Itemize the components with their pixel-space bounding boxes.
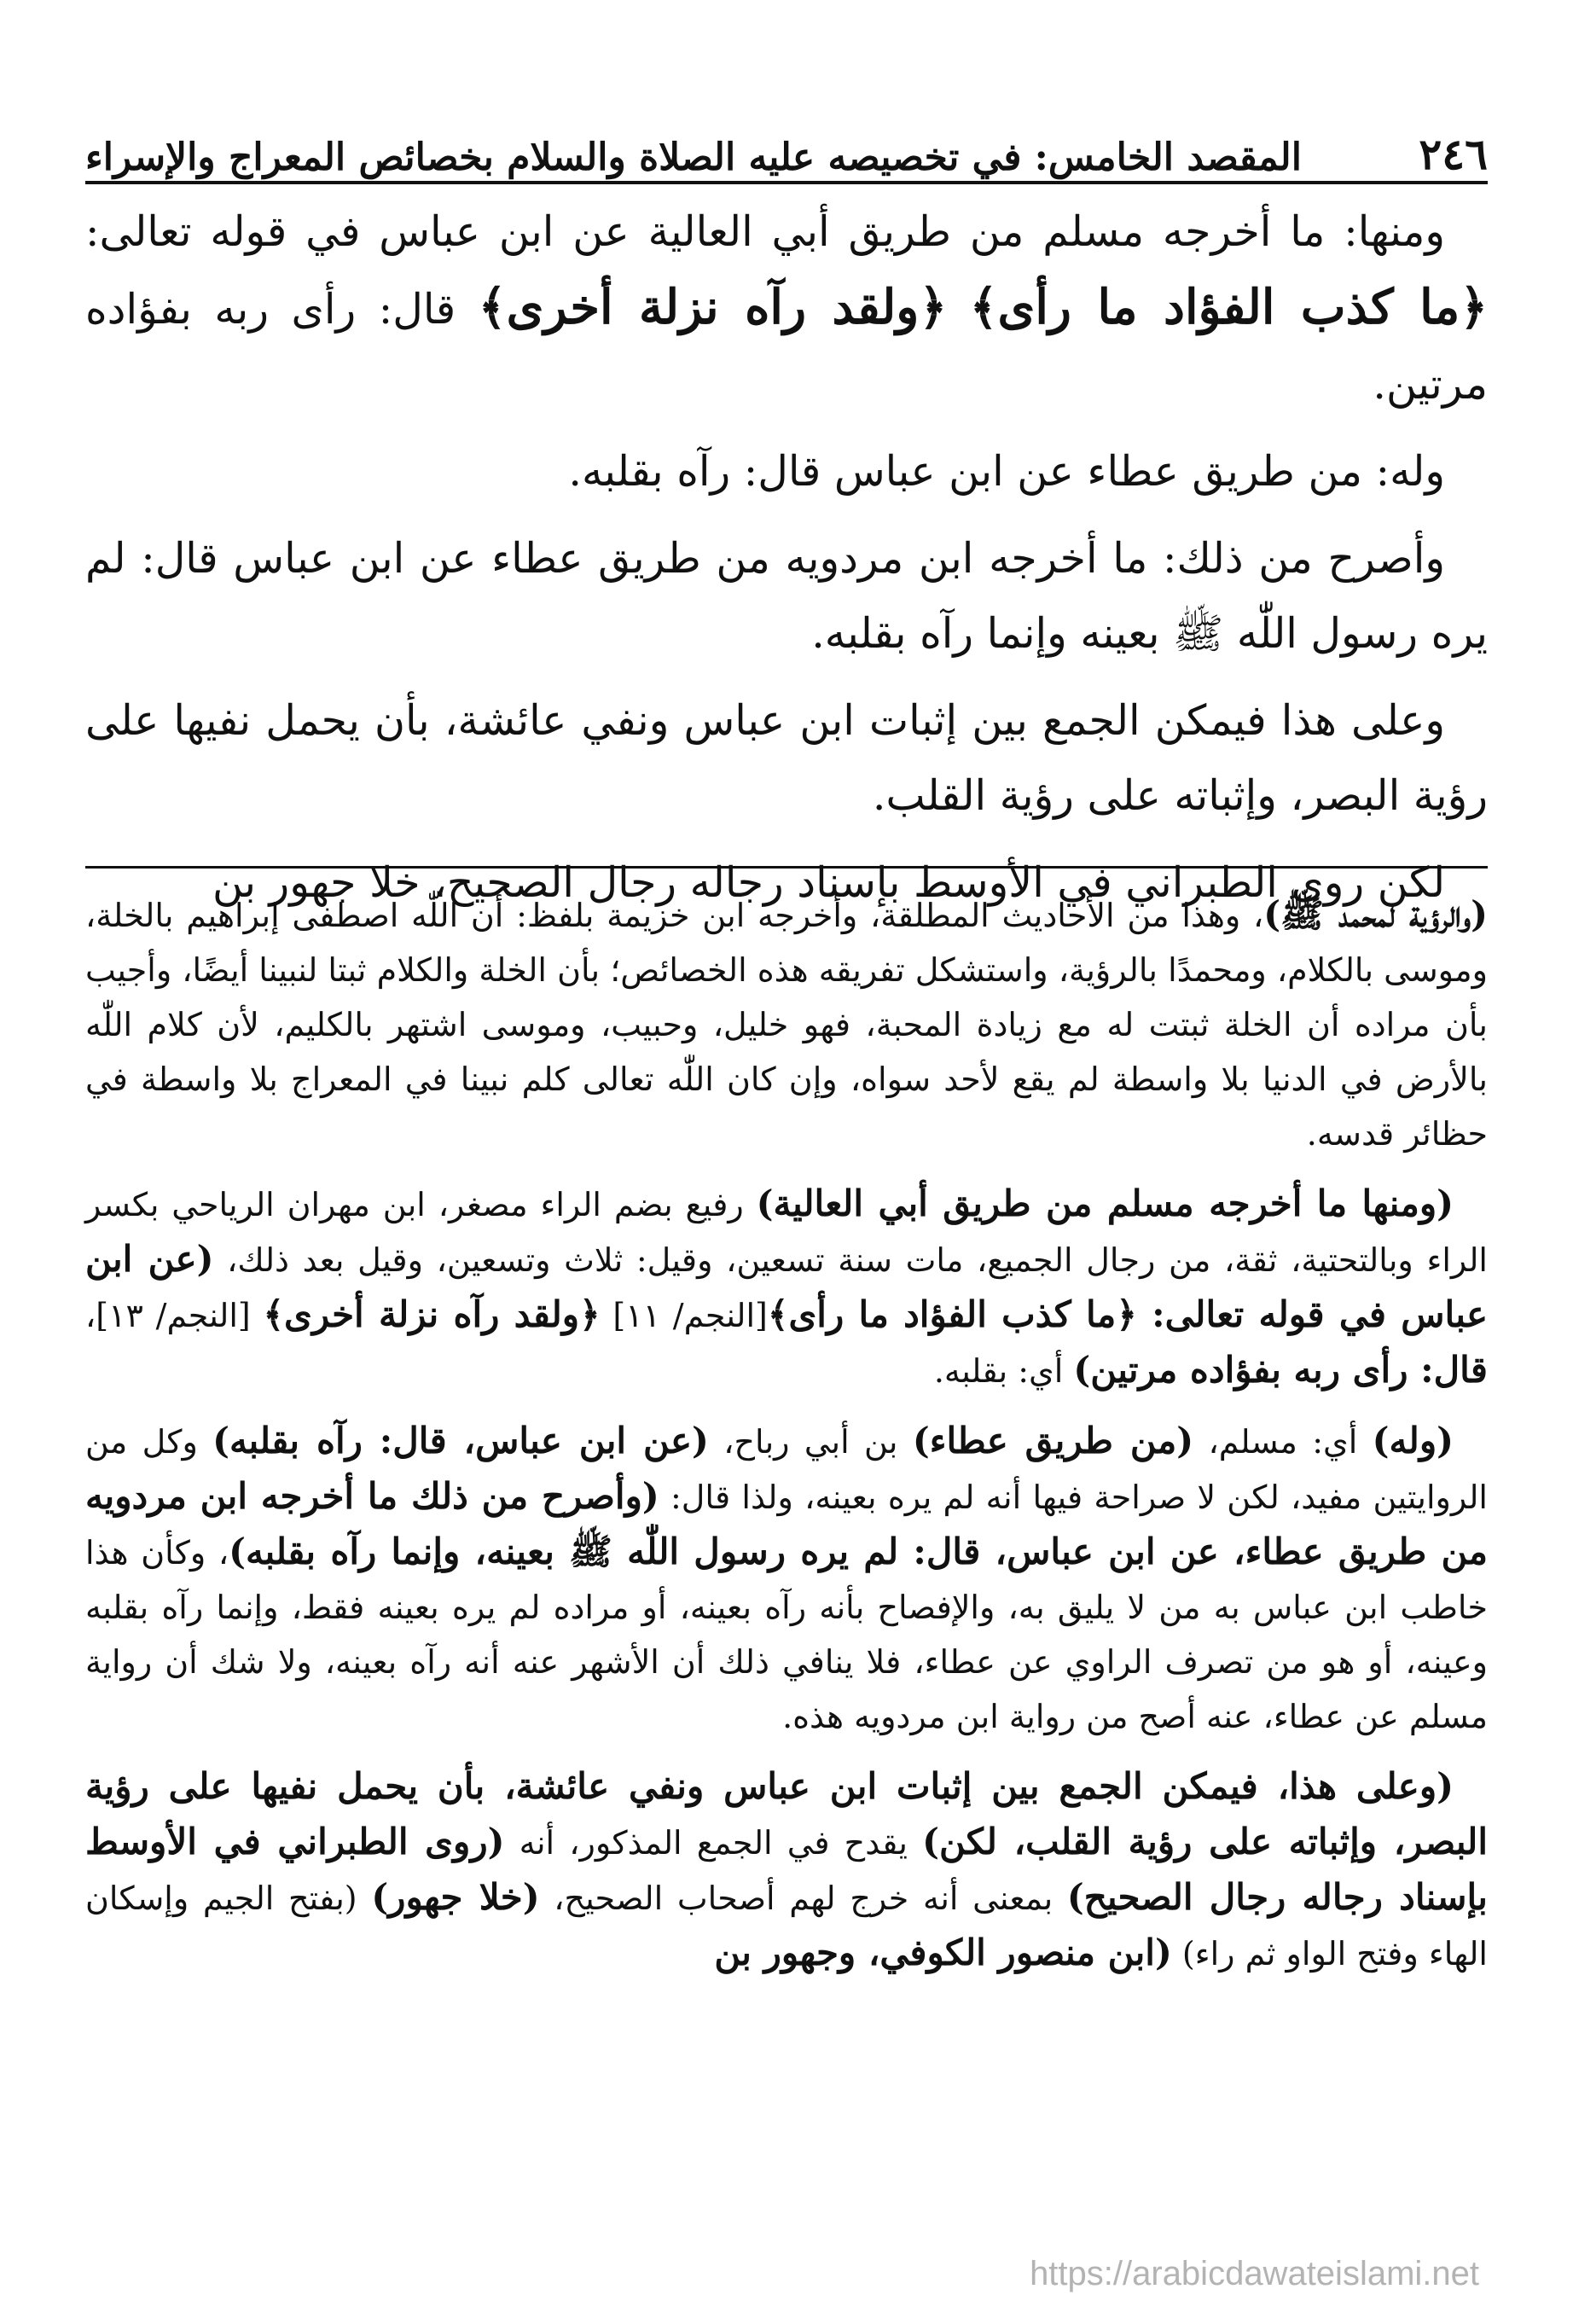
commentary-lemma: (روى الطبراني في الأوسط بإسناد رجاله رجال الصحيح) — [85, 1821, 1488, 1918]
commentary-text: يقدح في الجمع المذكور، أنه — [504, 1824, 923, 1862]
commentary-lemma: ﴿ولقد رآه نزلة أخرى﴾ — [263, 1293, 601, 1335]
main-paragraph-5: لكن روى الطبراني في الأوسط بإسناد رجاله رجال الصحيح، خلا جهور بن — [212, 858, 1445, 907]
commentary-paragraph-2 — [85, 1177, 1488, 1398]
commentary-paragraph-1 — [85, 887, 1488, 1161]
page-number: ٢٤٦ — [1419, 129, 1488, 179]
commentary-paragraph-3 — [85, 1414, 1488, 1744]
commentary-lemma: (عن ابن عباس، قال: رآه بقلبه) — [212, 1420, 709, 1461]
commentary-lemma: (وعلى هذا، فيمكن الجمع بين إثبات ابن عباس ونفي عائشة، بأن يحمل نفيها على رؤية البصر، وإثباته على رؤية القلب، لكن) — [85, 1765, 1488, 1862]
main-text — [85, 195, 1488, 933]
main-p1-text-b: قال: رأى ربه بفؤاده مرتين. — [85, 285, 1488, 409]
main-p1-text-a: ومنها: ما أخرجه مسلم من طريق أبي العالية عن ابن عباس في قوله تعالى: — [85, 207, 1445, 256]
commentary-lemma: (والرؤية لمحمد ﷺ) — [1263, 893, 1488, 935]
commentary-lemma: (وله) — [1372, 1420, 1454, 1461]
header-rule — [85, 181, 1488, 184]
page-header — [85, 102, 1488, 179]
verse-reference: [النجم/ ١١] — [600, 1297, 768, 1334]
main-paragraph-4: وعلى هذا فيمكن الجمع بين إثبات ابن عباس ونفي عائشة، بأن يحمل نفيها على رؤية البصر، وإثباته على رؤية القلب. — [85, 696, 1488, 820]
commentary-lemma: (وأصرح من ذلك ما أخرجه ابن مردويه من طريق عطاء، عن ابن عباس، قال: لم يره رسول اللّٰه ﷺ بعينه، وإنما رآه بقلبه) — [85, 1475, 1488, 1572]
verse-reference: [النجم/ ١٣]، — [85, 1297, 264, 1334]
commentary-text: بمعنى أنه خرج لهم أصحاب الصحيح، — [539, 1880, 1067, 1917]
watermark-url: https://arabicdawateislami.net — [1030, 2255, 1479, 2292]
commentary-paragraph-4 — [85, 1759, 1488, 1981]
commentary-text: (بفتح الجيم وإسكان الهاء وفتح الواو ثم راء) — [85, 1880, 1488, 1972]
commentary-lemma: (ابن منصور الكوفي، وجهور بن — [714, 1932, 1172, 1973]
commentary-text: وكل من الروايتين مفيد، لكن لا صراحة فيها أنه لم يره بعينه، ولذا قال: — [85, 1423, 1488, 1516]
commentary-text: بن أبي رباح، — [708, 1423, 913, 1461]
footnote-separator — [85, 866, 1488, 869]
quran-verse-2: ﴿ولقد رآه نزلة أخرى﴾ — [478, 279, 948, 335]
commentary-text: ، وكأن هذا خاطب ابن عباس به من لا يليق به، والإفصاح بأنه رآه بعينه، أو مراده لم يره بعينه فقط، وإنما رآه بقلبه وعينه، أو هو من تصرف الراوي عن عطاء، فلا ينافي ذلك أن الأشهر عنه أنه رآه بعينه، ولا شك أن رواية مسلم عن عطاء، عنه أصح من رواية ابن مردويه هذه. — [85, 1534, 1488, 1735]
commentary-text: أي: مسلم، — [1193, 1423, 1373, 1461]
commentary-lemma: (ومنها ما أخرجه مسلم من طريق أبي العالية) — [756, 1182, 1454, 1224]
main-paragraph-1 — [85, 195, 1488, 422]
main-paragraph-2: وله: من طريق عطاء عن ابن عباس قال: رآه بقلبه. — [568, 447, 1445, 496]
commentary-text: أي: بقلبه. — [933, 1352, 1074, 1390]
main-paragraph-3: وأصرح من ذلك: ما أخرجه ابن مردويه من طريق عطاء عن ابن عباس قال: لم يره رسول اللّٰه ﷺ بعينه وإنما رآه بقلبه. — [85, 534, 1488, 658]
commentary-lemma: (عن ابن عباس في قوله تعالى: ﴿ما كذب الفؤاد ما رأى﴾ — [85, 1238, 1489, 1335]
running-title: المقصد الخامس: في تخصيصه عليه الصلاة والسلام بخصائص المعراج والإسراء — [85, 136, 1302, 179]
commentary-lemma: (من طريق عطاء) — [912, 1420, 1194, 1461]
commentary — [85, 887, 1488, 1996]
commentary-lemma: قال: رأى ربه بفؤاده مرتين) — [1073, 1349, 1488, 1391]
commentary-text: ، وهذا من الأحاديث المطلقة، وأخرجه ابن خزيمة بلفظ: أن اللّٰه اصطفى إبراهيم بالخلة، وموسى بالكلام، ومحمدًا بالرؤية، واستشكل تفريقه هذه الخصائص؛ بأن الخلة والكلام ثبتا لنبينا أيضًا، وأجيب بأن مراده أن الخلة ثبتت له مع زيادة المحبة، فهو خليل، وحبيب، وموسى اشتهر بالكليم، لأن كلام اللّٰه بالأرض في الدنيا بلا واسطة لم يقع لأحد سواه، وإن كان اللّٰه تعالى كلم نبينا في المعراج بلا واسطة في حظائر قدسه. — [85, 897, 1489, 1153]
commentary-lemma: (خلا جهور) — [371, 1876, 540, 1918]
quran-verse-1: ﴿ما كذب الفؤاد ما رأى﴾ — [969, 279, 1489, 335]
commentary-text: رفيع بضم الراء مصغر، ابن مهران الرياحي بكسر الراء وبالتحتية، ثقة، من رجال الجميع، مات سنة تسعين، وقيل: ثلاث وتسعين، وقيل بعد ذلك، — [85, 1186, 1488, 1279]
